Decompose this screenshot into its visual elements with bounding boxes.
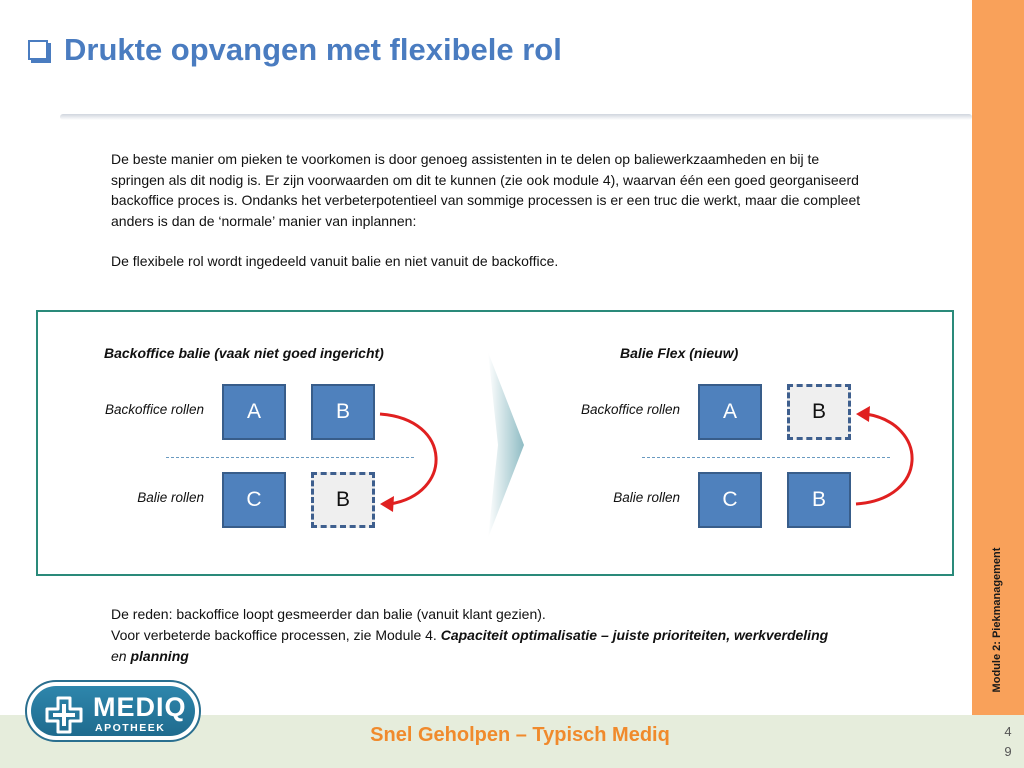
pharmacy-cross-icon — [43, 694, 85, 736]
mediq-logo — [25, 680, 201, 742]
logo-wordmark: MEDIQ — [93, 692, 187, 722]
intro-paragraph-2: De flexibele rol wordt ingedeeld vanuit balie en niet vanuit de backoffice. — [111, 253, 559, 269]
left-backoffice-label: Backoffice rollen — [104, 402, 204, 417]
logo-subtitle: APOTHEEK — [95, 722, 166, 734]
left-box-b-bottom: B — [311, 472, 375, 528]
transition-chevron-icon — [488, 352, 524, 538]
left-balie-label: Balie rollen — [137, 490, 204, 505]
intro-text — [111, 149, 871, 272]
right-box-b-bottom: B — [787, 472, 851, 528]
right-box-c: C — [698, 472, 762, 528]
right-backoffice-label: Backoffice rollen — [580, 402, 680, 417]
footer-slogan: Snel Geholpen – Typisch Mediq — [370, 724, 670, 746]
closing-bold: Capaciteit optimalisatie – juiste prioriteiten, werkverdeling — [440, 627, 829, 643]
title-divider — [60, 114, 972, 120]
left-move-arrow — [368, 404, 448, 514]
checkbox-bullet-icon — [28, 40, 48, 60]
page-number: 4 9 — [1004, 724, 1012, 759]
right-box-b-top: B — [787, 384, 851, 440]
module-label: Module 2: Piekmanagement — [991, 547, 1003, 693]
left-box-b-top: B — [311, 384, 375, 440]
closing-text — [111, 604, 831, 667]
intro-paragraph-1: De beste manier om pieken te voorkomen is door genoeg assistenten in te delen op baliewerkzaamheden en bij te springen als dit nodig is. Er zijn voorwaarden om dit te kunnen (zie ook module 4), waarvan één een goed georganiseerd backoffice proces is. Ondanks het verbeterpotentieel van sommige processen is er een truc die werkt, maar die compleet anders is dan de ‘normale’ manier van inplannen: — [111, 151, 861, 229]
closing-line-1: De reden: backoffice loopt gesmeerder dan balie (vanuit klant gezien). — [111, 606, 546, 622]
left-heading: Backoffice balie (vaak niet goed ingericht) — [104, 345, 384, 361]
closing-mid: en — [111, 648, 131, 664]
closing-line-2 — [111, 625, 831, 667]
slide-title-text: Drukte opvangen met flexibele rol — [64, 32, 562, 67]
closing-plain: Voor verbeterde backoffice processen, zie Module 4. — [111, 627, 441, 643]
left-box-c: C — [222, 472, 286, 528]
right-balie-label: Balie rollen — [613, 490, 680, 505]
right-heading: Balie Flex (nieuw) — [620, 345, 739, 361]
role-diagram — [36, 310, 954, 576]
slide-title — [28, 32, 562, 68]
right-move-arrow — [844, 404, 924, 514]
right-box-a: A — [698, 384, 762, 440]
closing-end: planning — [130, 648, 189, 664]
left-box-a: A — [222, 384, 286, 440]
